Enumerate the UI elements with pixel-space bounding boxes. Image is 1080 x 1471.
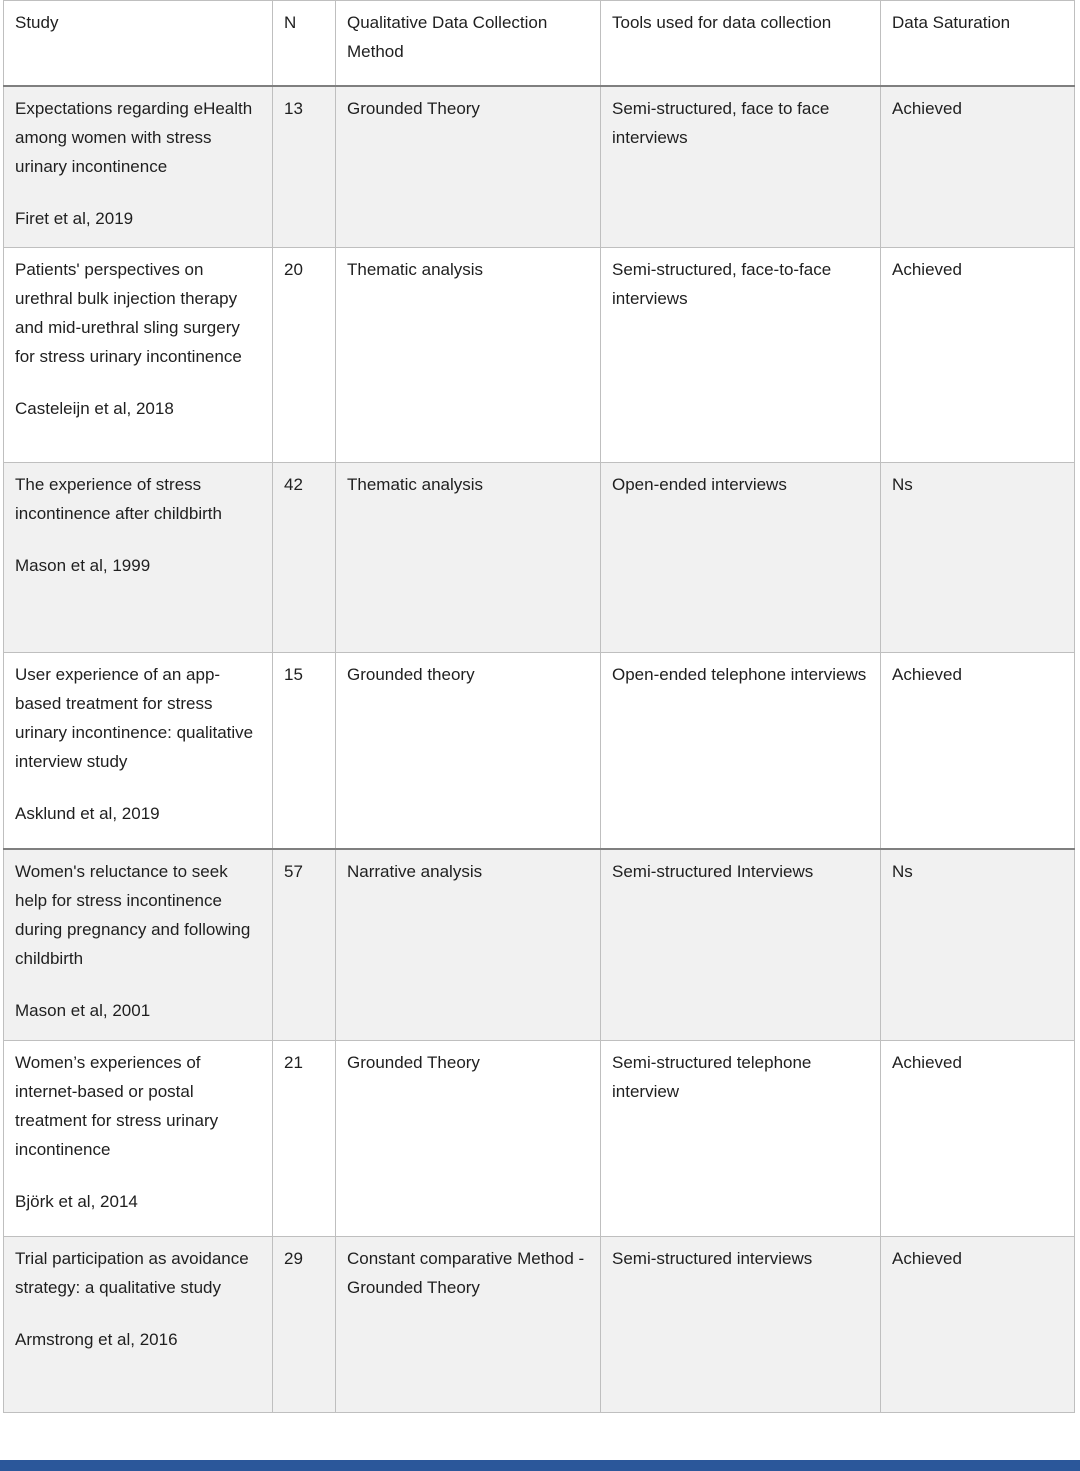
column-header-n: N xyxy=(273,1,336,86)
study-cell xyxy=(4,463,273,653)
tools-cell: Semi-structured, face to face interviews xyxy=(601,86,881,248)
table-row xyxy=(4,653,1075,849)
tools-cell: Open-ended telephone interviews xyxy=(601,653,881,849)
window-bottom-edge-bar xyxy=(0,1460,1080,1471)
study-citation: Mason et al, 1999 xyxy=(15,556,151,575)
study-cell xyxy=(4,1041,273,1237)
table-row xyxy=(4,248,1075,463)
study-title: User experience of an app-based treatment for stress urinary incontinence: qualitative interview study xyxy=(15,665,254,771)
column-header-tools: Tools used for data collection xyxy=(601,1,881,86)
saturation-cell: Achieved xyxy=(881,86,1075,248)
n-cell: 29 xyxy=(273,1237,336,1413)
method-cell: Grounded Theory xyxy=(336,1041,601,1237)
saturation-cell: Ns xyxy=(881,463,1075,653)
saturation-cell: Achieved xyxy=(881,248,1075,463)
table-row xyxy=(4,463,1075,653)
study-citation: Armstrong et al, 2016 xyxy=(15,1330,178,1349)
study-title: Patients' perspectives on urethral bulk injection therapy and mid-urethral sling surgery for stress urinary incontinence xyxy=(15,260,242,366)
study-cell xyxy=(4,1237,273,1413)
n-cell: 42 xyxy=(273,463,336,653)
table-header-row xyxy=(4,1,1075,86)
n-cell: 21 xyxy=(273,1041,336,1237)
study-citation: Asklund et al, 2019 xyxy=(15,804,160,823)
method-cell: Constant comparative Method - Grounded Theory xyxy=(336,1237,601,1413)
column-header-method: Qualitative Data Collection Method xyxy=(336,1,601,86)
saturation-cell: Achieved xyxy=(881,1041,1075,1237)
tools-cell: Semi-structured Interviews xyxy=(601,849,881,1041)
study-cell xyxy=(4,653,273,849)
study-title: Women’s experiences of internet-based or postal treatment for stress urinary incontinence xyxy=(15,1053,219,1159)
method-cell: Thematic analysis xyxy=(336,463,601,653)
tools-cell: Semi-structured telephone interview xyxy=(601,1041,881,1237)
column-header-data-saturation: Data Saturation xyxy=(881,1,1075,86)
saturation-cell: Ns xyxy=(881,849,1075,1041)
method-cell: Thematic analysis xyxy=(336,248,601,463)
study-citation: Casteleijn et al, 2018 xyxy=(15,399,174,418)
column-header-study: Study xyxy=(4,1,273,86)
n-cell: 13 xyxy=(273,86,336,248)
tools-cell: Semi-structured, face-to-face interviews xyxy=(601,248,881,463)
study-title: Expectations regarding eHealth among women with stress urinary incontinence xyxy=(15,98,253,176)
table-row xyxy=(4,1237,1075,1413)
study-citation: Firet et al, 2019 xyxy=(15,208,134,228)
study-cell xyxy=(4,86,273,248)
study-citation: Björk et al, 2014 xyxy=(15,1192,138,1211)
method-cell: Narrative analysis xyxy=(336,849,601,1041)
table-row xyxy=(4,86,1075,248)
table-row xyxy=(4,849,1075,1041)
study-cell xyxy=(4,248,273,463)
study-citation: Mason et al, 2001 xyxy=(15,1000,151,1020)
tools-cell: Semi-structured interviews xyxy=(601,1237,881,1413)
study-title: Women's reluctance to seek help for stress incontinence during pregnancy and following childbirth xyxy=(15,861,251,968)
table-row xyxy=(4,1041,1075,1237)
n-cell: 57 xyxy=(273,849,336,1041)
study-title: Trial participation as avoidance strategy: a qualitative study xyxy=(15,1249,249,1297)
method-cell: Grounded theory xyxy=(336,653,601,849)
saturation-cell: Achieved xyxy=(881,1237,1075,1413)
studies-table xyxy=(3,0,1075,1413)
tools-cell: Open-ended interviews xyxy=(601,463,881,653)
n-cell: 15 xyxy=(273,653,336,849)
study-cell xyxy=(4,849,273,1041)
method-cell: Grounded Theory xyxy=(336,86,601,248)
saturation-cell: Achieved xyxy=(881,653,1075,849)
study-title: The experience of stress incontinence after childbirth xyxy=(15,475,222,523)
n-cell: 20 xyxy=(273,248,336,463)
